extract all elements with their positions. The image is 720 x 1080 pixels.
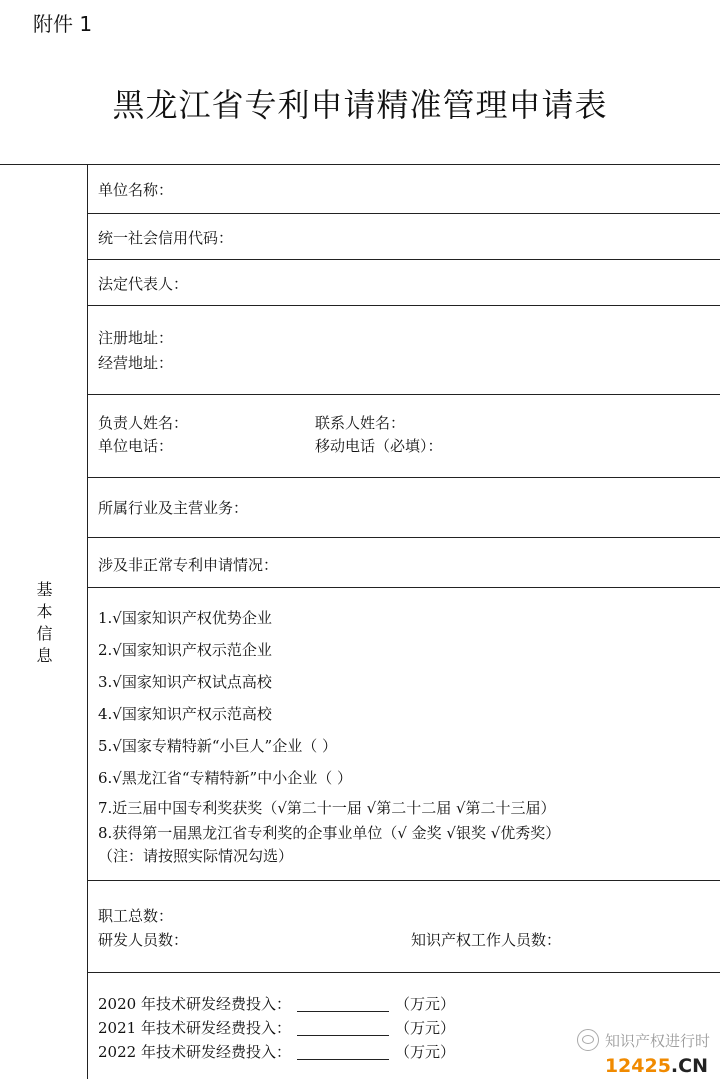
manager-name-label: 负责人姓名： — [98, 414, 189, 432]
reg-address-label: 注册地址： — [98, 329, 174, 347]
honor-item[interactable]: 3.√国家知识产权试点高校 — [98, 673, 272, 691]
staff-row[interactable] — [88, 881, 720, 973]
unit-phone-label: 单位电话： — [98, 437, 174, 455]
credit-code-label: 统一社会信用代码： — [98, 229, 234, 247]
application-form-table — [0, 164, 720, 1079]
rd-funding-line — [98, 1041, 455, 1062]
rd-funding-label: 2021 年技术研发经费投入： — [98, 1019, 291, 1037]
unit-name-label: 单位名称： — [98, 181, 174, 199]
rd-funding-line — [98, 1017, 455, 1038]
attachment-label: 附件 1 — [33, 12, 93, 36]
industry-label: 所属行业及主营业务： — [98, 499, 249, 517]
honor-item[interactable]: 2.√国家知识产权示范企业 — [98, 641, 272, 659]
logo-domain: .CN — [670, 1055, 708, 1077]
rd-funding-blank[interactable] — [297, 997, 389, 1012]
basic-info-column — [0, 165, 88, 1079]
rd-funding-label: 2020 年技术研发经费投入： — [98, 995, 291, 1013]
rd-funding-unit: （万元） — [394, 1043, 455, 1061]
contact-row[interactable] — [88, 395, 720, 478]
contact-name-label: 联系人姓名： — [315, 414, 406, 432]
staff-total-label: 职工总数： — [98, 907, 174, 925]
honors-row[interactable] — [88, 588, 720, 881]
abnormal-label: 涉及非正常专利申请情况： — [98, 556, 279, 574]
watermark-text: 知识产权进行时 — [604, 1031, 710, 1050]
basic-info-label: 基本信息 — [34, 581, 53, 669]
address-row[interactable] — [88, 306, 720, 395]
honor-note: （注：请按照实际情况勾选） — [98, 847, 294, 865]
wechat-icon — [577, 1029, 599, 1051]
biz-address-label: 经营地址： — [98, 354, 174, 372]
honor-item[interactable]: 5.√国家专精特新“小巨人”企业（ ） — [98, 737, 337, 755]
abnormal-row[interactable] — [88, 538, 720, 588]
honor-item[interactable]: 1.√国家知识产权优势企业 — [98, 609, 272, 627]
honor-item[interactable]: 8.获得第一届黑龙江省专利奖的企事业单位（√ 金奖 √银奖 √优秀奖） — [98, 824, 561, 842]
rd-funding-label: 2022 年技术研发经费投入： — [98, 1043, 291, 1061]
rd-funding-blank[interactable] — [297, 1045, 389, 1060]
ip-staff-label: 知识产权工作人员数： — [411, 931, 562, 949]
honor-item[interactable]: 7.近三届中国专利奖获奖（√第二十一届 √第二十二届 √第二十三届） — [98, 799, 556, 817]
legal-rep-row[interactable] — [88, 260, 720, 306]
rd-funding-unit: （万元） — [394, 995, 455, 1013]
page-title: 黑龙江省专利申请精准管理申请表 — [112, 86, 608, 124]
honor-item[interactable]: 4.√国家知识产权示范高校 — [98, 705, 272, 723]
credit-code-row[interactable] — [88, 214, 720, 260]
mobile-phone-label: 移动电话（必填）： — [315, 437, 443, 455]
unit-name-row[interactable] — [88, 165, 720, 214]
site-logo — [605, 1055, 708, 1077]
rd-funding-line — [98, 993, 455, 1014]
rd-staff-label: 研发人员数： — [98, 931, 189, 949]
rd-funding-unit: （万元） — [394, 1019, 455, 1037]
watermark — [577, 1029, 710, 1051]
honor-item[interactable]: 6.√黑龙江省“专精特新”中小企业（ ） — [98, 769, 352, 787]
legal-rep-label: 法定代表人： — [98, 275, 189, 293]
industry-row[interactable] — [88, 478, 720, 538]
rd-funding-blank[interactable] — [297, 1021, 389, 1036]
logo-number: 12425 — [604, 1055, 671, 1077]
